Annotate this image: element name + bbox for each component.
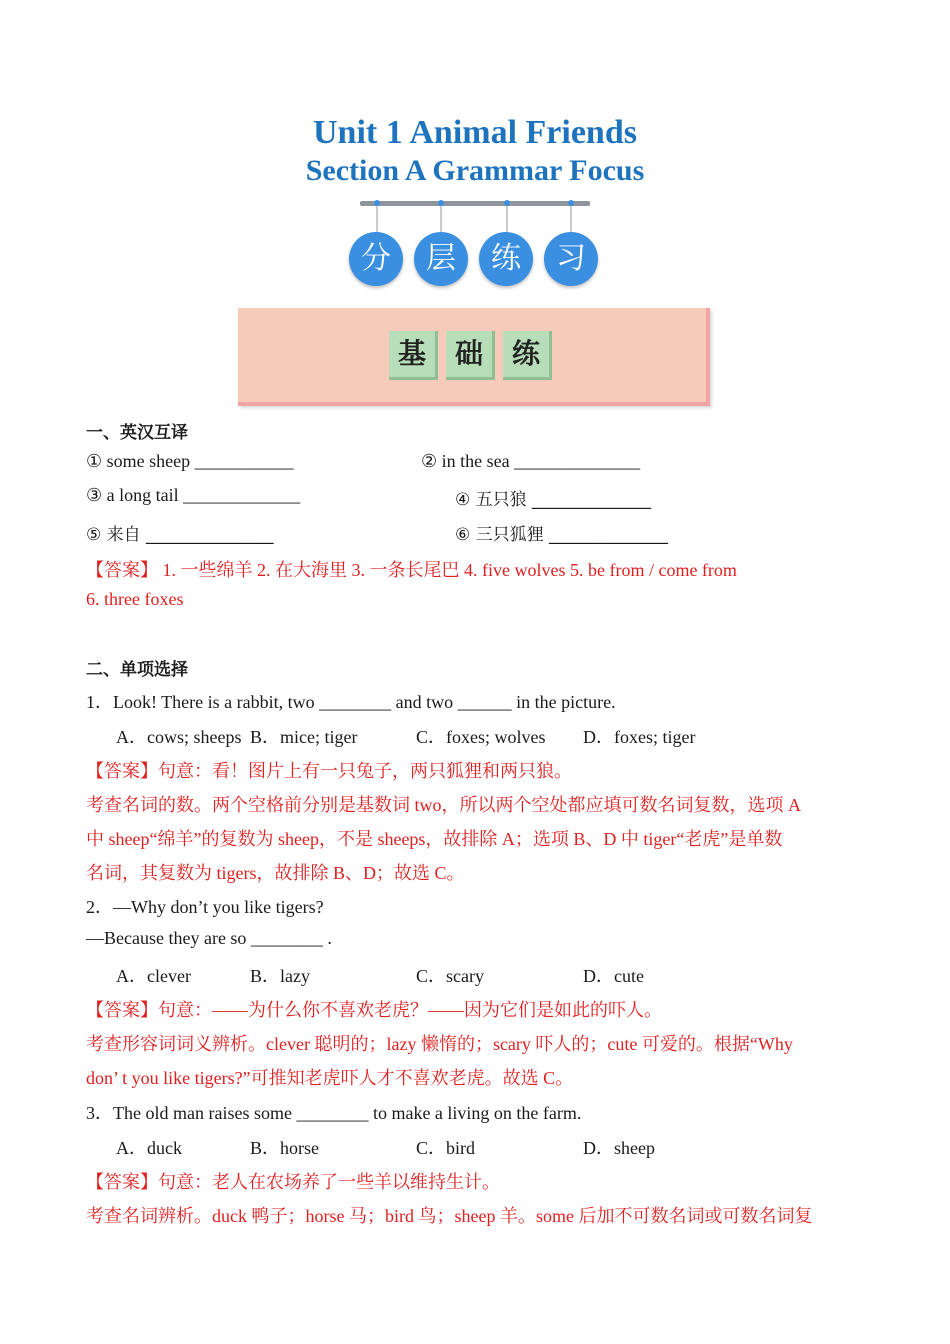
level-chip: 练 xyxy=(503,331,552,380)
decor-stem xyxy=(376,206,378,234)
question-stem: —Because they are so ________ . xyxy=(86,928,332,948)
question-stem: 3．The old man raises some ________ to make a living on the farm. xyxy=(86,1103,582,1123)
explanation-text: 考查形容词词义辨析。clever 聪明的；lazy 懒惰的；scary 吓人的；cute 可爱的。根据“Why xyxy=(86,1034,793,1054)
answer-text: 6. three foxes xyxy=(86,589,184,609)
explanation-text: 中 sheep“绵羊”的复数为 sheep，不是 sheeps，故排除 A；选项 B、D 中 tiger“老虎”是单数 xyxy=(86,829,783,849)
option: D．sheep xyxy=(583,1138,655,1158)
decor-dot xyxy=(504,200,510,206)
answer-text: 【答案】句意：老人在农场养了一些羊以维持生计。 xyxy=(86,1172,500,1192)
translate-item: ③ a long tail _____________ xyxy=(86,485,301,505)
option: D．cute xyxy=(583,966,644,986)
answer-text: 【答案】句意：看！图片上有一只兔子，两只狐狸和两只狼。 xyxy=(86,761,572,781)
answer-text: 【答案】 1. 一些绵羊 2. 在大海里 3. 一条长尾巴 4. five wolves 5. be from / come from xyxy=(86,560,737,580)
badge-fen: 分 xyxy=(349,232,403,286)
option: A．cows; sheeps xyxy=(116,727,242,747)
explanation-text: don’ t you like tigers?”可推知老虎吓人才不喜欢老虎。故选 C。 xyxy=(86,1068,574,1088)
decor-dot xyxy=(568,200,574,206)
question-stem: 2．—Why don’t you like tigers? xyxy=(86,897,324,917)
question-stem: 1．Look! There is a rabbit, two ________ and two ______ in the picture. xyxy=(86,692,616,712)
option: B．lazy xyxy=(250,966,310,986)
explanation-text: 考查名词的数。两个空格前分别是基数词 two，所以两个空处都应填可数名词复数，选项 A xyxy=(86,795,801,815)
level-chip: 础 xyxy=(446,331,495,380)
translate-item: ④ 五只狼 ______________ xyxy=(455,490,652,510)
option: A．duck xyxy=(116,1138,182,1158)
badge-xi: 习 xyxy=(544,232,598,286)
option: B．mice; tiger xyxy=(250,727,358,747)
section1-heading: 一、英汉互译 xyxy=(86,423,188,443)
decor-bar xyxy=(360,201,590,206)
option: A．clever xyxy=(116,966,191,986)
title: Unit 1 Animal Friends xyxy=(313,114,637,151)
decor-stem xyxy=(570,206,572,234)
explanation-text: 考查名词辨析。duck 鸭子；horse 马；bird 鸟；sheep 羊。some 后加不可数名词或可数名词复 xyxy=(86,1206,813,1226)
decor-dot xyxy=(374,200,380,206)
option: C．scary xyxy=(416,966,484,986)
decor-stem xyxy=(506,206,508,234)
answer-text: 【答案】句意：——为什么你不喜欢老虎？——因为它们是如此的吓人。 xyxy=(86,1000,662,1020)
subtitle: Section A Grammar Focus xyxy=(305,154,645,187)
option: C．bird xyxy=(416,1138,476,1158)
section2-heading: 二、单项选择 xyxy=(86,660,188,680)
decor-stem xyxy=(440,206,442,234)
option: D．foxes; tiger xyxy=(583,727,696,747)
decor-dot xyxy=(438,200,444,206)
badge-ceng: 层 xyxy=(414,232,468,286)
level-chip: 基 xyxy=(389,331,438,380)
explanation-text: 名词，其复数为 tigers，故排除 B、D；故选 C。 xyxy=(86,863,465,883)
option: B．horse xyxy=(250,1138,319,1158)
translate-item: ① some sheep ___________ xyxy=(86,451,294,471)
translate-item: ⑥ 三只狐狸 ______________ xyxy=(455,525,669,545)
translate-item: ⑤ 来自 _______________ xyxy=(86,525,274,545)
badge-lian: 练 xyxy=(479,232,533,286)
option: C．foxes; wolves xyxy=(416,727,546,747)
translate-item: ② in the sea ______________ xyxy=(421,451,641,471)
